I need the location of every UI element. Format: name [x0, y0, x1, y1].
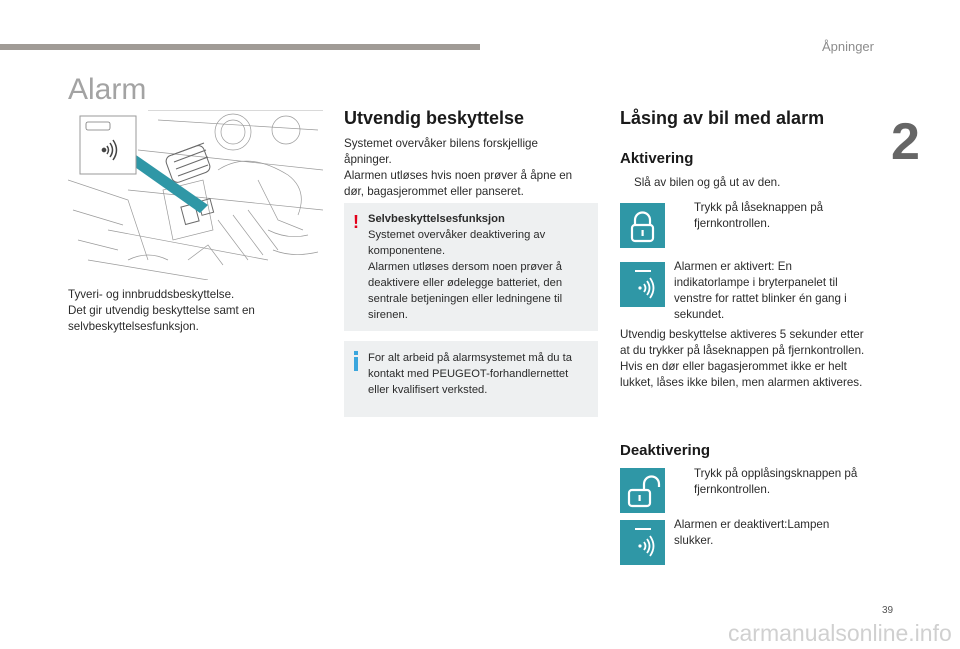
activation-result	[674, 259, 864, 323]
activation-result-line: sekundet.	[674, 308, 725, 321]
header-bar	[0, 44, 480, 50]
alarm-indicator-tile	[620, 262, 665, 307]
activation-note	[620, 327, 880, 391]
chapter-number: 2	[891, 113, 920, 171]
activation-note-line: Hvis en dør eller bagasjerommet ikke er helt	[620, 360, 847, 373]
intro-line: Systemet overvåker bilens forskjellige	[344, 137, 538, 150]
page-number: 39	[882, 605, 894, 616]
heading-external-protection: Utvendig beskyttelse	[344, 108, 525, 128]
heading-activation: Aktivering	[620, 150, 694, 167]
activation-step-1-text: Slå av bilen og gå ut av den.	[634, 176, 781, 189]
lock-open-icon	[620, 468, 665, 513]
activation-result-line: Alarmen er aktivert: En	[674, 260, 792, 273]
warning-title: Selvbeskyttelsesfunksjon	[368, 213, 505, 225]
intro-text	[344, 136, 594, 200]
activation-note-line: lukket, låses ikke bilen, men alarmen aktiveres.	[620, 376, 863, 389]
alarm-indicator-icon	[620, 520, 665, 565]
warning-line: sirenen.	[368, 309, 408, 321]
warning-icon: !	[353, 212, 359, 232]
info-icon	[354, 351, 358, 371]
activation-note-line: Utvendig beskyttelse aktiveres 5 sekunder etter	[620, 328, 864, 341]
warning-line: sentrale betjeningen eller ledningene til	[368, 293, 563, 305]
deactivation-step-1-line: Trykk på opplåsingsknappen på	[694, 467, 858, 480]
deactivation-result	[674, 517, 864, 549]
deactivation-result-line: Alarmen er deaktivert:Lampen	[674, 518, 830, 531]
intro-line: Alarmen utløses hvis noen prøver å åpne en	[344, 169, 573, 182]
dashboard-illustration	[68, 110, 323, 280]
warning-line: Systemet overvåker deaktivering av	[368, 229, 546, 241]
info-line: For alt arbeid på alarmsystemet må du ta	[368, 352, 572, 364]
info-line: kontakt med PEUGEOT-forhandlernettet	[368, 368, 569, 380]
activation-step-2	[674, 200, 864, 232]
warning-line: Alarmen utløses dersom noen prøver å	[368, 261, 562, 273]
intro-line: dør, bagasjerommet eller panseret.	[344, 185, 524, 198]
lock-closed-tile	[620, 203, 665, 248]
intro-line: åpninger.	[344, 153, 392, 166]
alarm-indicator-icon	[620, 262, 665, 307]
watermark: carmanualsonline.info	[728, 620, 952, 646]
warning-line: komponentene.	[368, 245, 446, 257]
lock-open-tile	[620, 468, 665, 513]
alarm-indicator-tile-off	[620, 520, 665, 565]
warning-box	[344, 203, 598, 331]
activation-result-line: venstre for rattet blinker én gang i	[674, 292, 847, 305]
heading-locking-with-alarm: Låsing av bil med alarm	[620, 108, 825, 128]
page-title: Alarm	[68, 73, 147, 106]
section-title: Åpninger	[821, 39, 874, 54]
activation-result-line: indikatorlampe i bryterpanelet til	[674, 276, 838, 289]
deactivation-step-1-line: fjernkontrollen.	[694, 483, 771, 496]
info-text	[368, 350, 572, 398]
activation-note-line: at du trykker på låseknappen på fjernkontrollen.	[620, 344, 865, 357]
warning-text	[368, 211, 562, 323]
warning-line: deaktivere eller ødelegge batteriet, den	[368, 277, 563, 289]
activation-step-2-line: Trykk på låseknappen på	[694, 201, 824, 214]
deactivation-result-line: slukker.	[674, 534, 714, 547]
info-box	[344, 341, 598, 417]
activation-step-1	[622, 175, 780, 191]
caption-line: Tyveri- og innbruddsbeskyttelse.	[68, 288, 235, 301]
info-line: eller kvalifisert verksted.	[368, 384, 488, 396]
heading-deactivation: Deaktivering	[620, 442, 711, 459]
caption-line: Det gir utvendig beskyttelse samt en	[68, 304, 255, 317]
deactivation-step-1	[674, 466, 874, 498]
caption	[68, 287, 328, 335]
lock-closed-icon	[620, 203, 665, 248]
activation-step-2-line: fjernkontrollen.	[694, 217, 771, 230]
caption-line: selvbeskyttelsesfunksjon.	[68, 320, 199, 333]
